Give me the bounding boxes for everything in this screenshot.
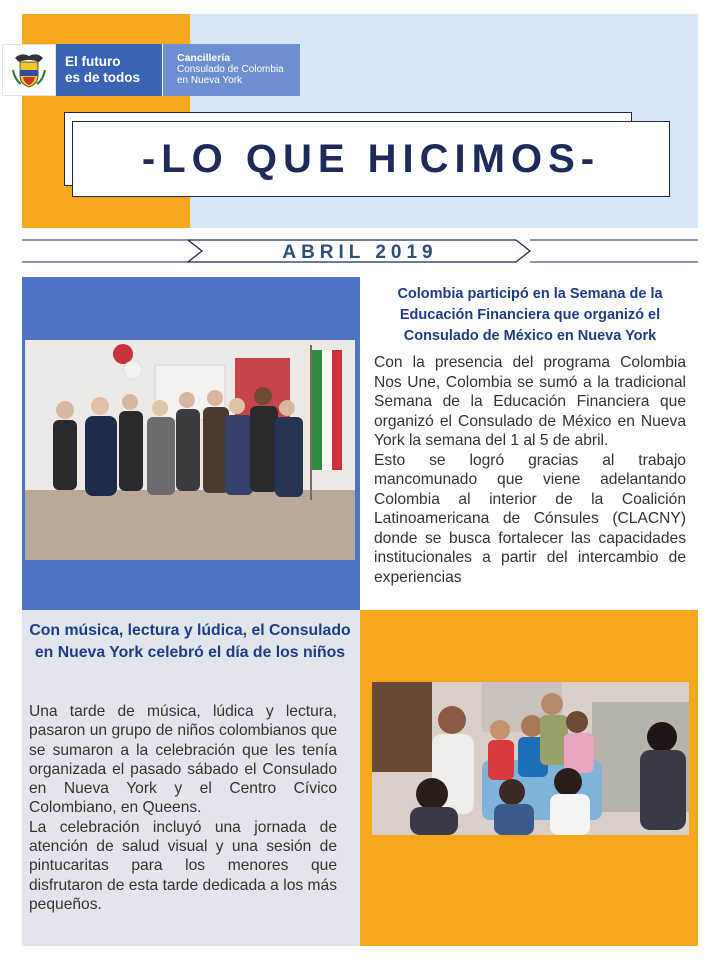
logo-slogan bbox=[56, 44, 162, 96]
financial-education-group-photo bbox=[25, 340, 355, 560]
logo-entity-line2: Consulado de Colombia bbox=[177, 64, 284, 75]
section1-paragraph: Con la presencia del programa Colombia Nos Une, Colombia se sumó a la tradicional Semana de la Educación Financiera que organizó el Consulado de México en Nueva York la semana del 1 al 5 de abril. bbox=[374, 354, 686, 449]
section1-paragraph: Esto se logró gracias al trabajo mancomunado que viene adelantando Colombia al interior de la Coalición Latinoamericana de Cónsules (CLACNY) donde se busca fortalecer las capacidades institucionales a partir del intercambio de experiencias bbox=[374, 451, 686, 586]
logo-entity bbox=[162, 44, 300, 96]
logo-slogan-line1: El futuro bbox=[65, 54, 121, 69]
page-title: -LO QUE HICIMOS- bbox=[141, 136, 601, 181]
government-logo-bar bbox=[2, 44, 300, 96]
logo-entity-line1: Cancillería bbox=[177, 52, 231, 64]
logo-entity-line3: en Nueva York bbox=[177, 75, 243, 86]
title-frame bbox=[72, 121, 670, 197]
section2-body bbox=[29, 702, 337, 914]
date-banner-label: ABRIL 2019 bbox=[282, 242, 438, 263]
section2-heading: Con música, lectura y lúdica, el Consulado en Nueva York celebró el día de los niños bbox=[29, 622, 351, 661]
logo-slogan-line2: es de todos bbox=[65, 70, 141, 85]
section1-body bbox=[374, 353, 686, 587]
section1-heading: Colombia participó en la Semana de la Educación Financiera que organizó el Consulado de México en Nueva York bbox=[397, 286, 663, 344]
childrens-day-photo bbox=[372, 682, 689, 835]
coat-of-arms-icon bbox=[2, 44, 56, 96]
section2-paragraph: La celebración incluyó una jornada de atención de salud visual y una sesión de pintucaritas para los menores que disfrutaron de esta tarde dedicada a los más pequeños. bbox=[29, 818, 337, 913]
section2-paragraph: Una tarde de música, lúdica y lectura, pasaron un grupo de niños colombianos que se sumaron a la celebración que les tenía organizada el pasado sábado el Consulado en Nueva York y el Centro Cívico Colombiano, en Queens. bbox=[29, 703, 337, 817]
